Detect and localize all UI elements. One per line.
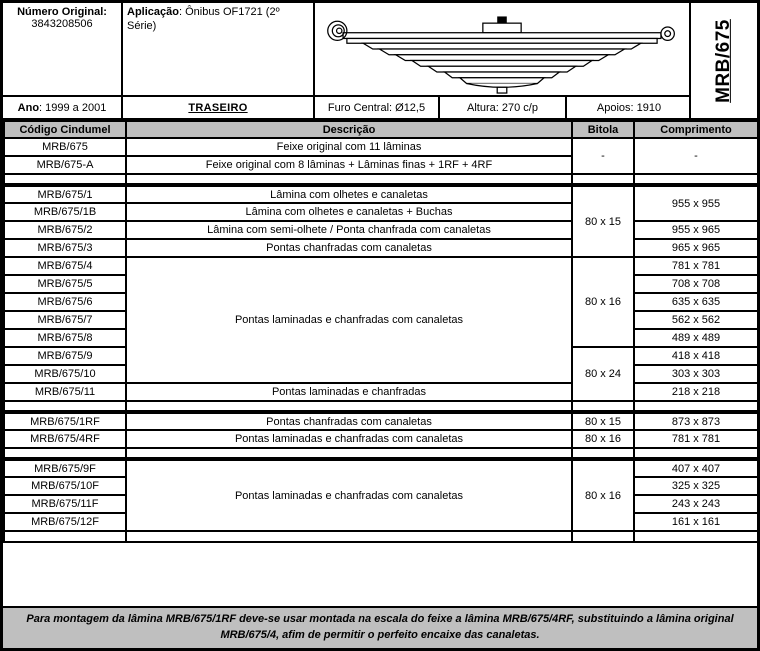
- table-row: [4, 257, 758, 275]
- column-header-comprimento: Comprimento: [634, 121, 758, 138]
- part-code: MRB/675/1RF: [4, 412, 126, 430]
- drawing-cell: [315, 3, 691, 97]
- table-row: [4, 459, 758, 477]
- column-header-descricao: Descrição: [126, 121, 572, 138]
- part-comprimento: 562 x 562: [634, 311, 758, 329]
- part-code: MRB/675/5: [4, 275, 126, 293]
- part-comprimento: 708 x 708: [634, 275, 758, 293]
- table-row-empty: [4, 531, 758, 542]
- part-description: Pontas laminadas e chanfradas com canaletas: [126, 430, 572, 448]
- part-comprimento: 407 x 407: [634, 459, 758, 477]
- part-description: Pontas laminadas e chanfradas: [126, 383, 572, 401]
- part-code: MRB/675/10F: [4, 477, 126, 495]
- table-row: [4, 185, 758, 203]
- part-code: MRB/675/9: [4, 347, 126, 365]
- ano-value: : 1999 a 2001: [39, 101, 107, 114]
- part-comprimento: 955 x 955: [634, 185, 758, 221]
- numero-original-value: 3843208506: [31, 18, 93, 30]
- part-description: Lâmina com olhetes e canaletas + Buchas: [126, 203, 572, 221]
- leaf-spring-icon: [316, 4, 688, 94]
- part-bitola: 80 x 15: [572, 412, 634, 430]
- table-row-empty: [4, 174, 758, 185]
- part-code: MRB/675/9F: [4, 459, 126, 477]
- part-code: MRB/675/4RF: [4, 430, 126, 448]
- part-bitola: 80 x 15: [572, 185, 634, 257]
- ano-cell: [3, 97, 123, 118]
- part-code: MRB/675/3: [4, 239, 126, 257]
- part-comprimento: 161 x 161: [634, 513, 758, 531]
- part-comprimento: 418 x 418: [634, 347, 758, 365]
- part-description: Pontas chanfradas com canaletas: [126, 412, 572, 430]
- column-header-bitola: Bitola: [572, 121, 634, 138]
- apoios-value: Apoios: 1910: [596, 101, 662, 114]
- part-description: Feixe original com 8 lâminas + Lâminas finas + 1RF + 4RF: [126, 156, 572, 174]
- part-code: MRB/675/7: [4, 311, 126, 329]
- part-bitola: 80 x 16: [572, 430, 634, 448]
- altura-value: Altura: 270 c/p: [440, 97, 567, 118]
- part-description: Lâmina com semi-olhete / Ponta chanfrada com canaletas: [126, 221, 572, 239]
- aplicacao-value: : Ônibus OF1721 (2º Série): [127, 6, 280, 32]
- parts-table: [3, 120, 759, 543]
- aplicacao-label: Aplicação: [127, 6, 179, 18]
- table-row-empty: [4, 401, 758, 412]
- model-code-cell: [691, 3, 757, 118]
- part-comprimento: 635 x 635: [634, 293, 758, 311]
- part-description: Pontas chanfradas com canaletas: [126, 239, 572, 257]
- part-code: MRB/675/1B: [4, 203, 126, 221]
- part-code: MRB/675/6: [4, 293, 126, 311]
- footer-note-text: Para montagem da lâmina MRB/675/1RF deve-se usar montada na escala do feixe a lâmina MRB/675/4RF, substituindo a lâmina original MRB/675/4, afim de permitir o perfeito encaixe das canaletas.: [26, 613, 734, 642]
- part-code: MRB/675/4: [4, 257, 126, 275]
- part-bitola: -: [572, 138, 634, 174]
- part-description: Lâmina com olhetes e canaletas: [126, 185, 572, 203]
- part-code: MRB/675/11: [4, 383, 126, 401]
- table-row: [4, 221, 758, 239]
- column-header-codigo: Código Cindumel: [4, 121, 126, 138]
- part-description: Feixe original com 11 lâminas: [126, 138, 572, 156]
- part-code: MRB/675/11F: [4, 495, 126, 513]
- part-comprimento: 781 x 781: [634, 257, 758, 275]
- numero-original-label: Número Original:: [17, 6, 107, 18]
- part-bitola: 80 x 16: [572, 459, 634, 531]
- part-comprimento: 489 x 489: [634, 329, 758, 347]
- part-bitola: 80 x 16: [572, 257, 634, 347]
- numero-original-cell: [3, 3, 123, 97]
- part-comprimento: 243 x 243: [634, 495, 758, 513]
- part-code: MRB/675: [4, 138, 126, 156]
- part-code: MRB/675/10: [4, 365, 126, 383]
- table-row: [4, 383, 758, 401]
- part-bitola: 80 x 24: [572, 347, 634, 401]
- ano-label: Ano: [17, 101, 40, 114]
- part-code: MRB/675/8: [4, 329, 126, 347]
- part-comprimento: 955 x 965: [634, 221, 758, 239]
- table-header-row: [4, 121, 758, 138]
- footer-note: [3, 606, 757, 648]
- part-comprimento: 303 x 303: [634, 365, 758, 383]
- aplicacao-cell: [123, 3, 315, 97]
- parts-table-body: [4, 138, 758, 542]
- part-comprimento: 965 x 965: [634, 239, 758, 257]
- part-description: Pontas laminadas e chanfradas com canaletas: [126, 459, 572, 531]
- posicao-cell: [123, 97, 315, 118]
- specs-strip: [315, 97, 691, 118]
- part-code: MRB/675/1: [4, 185, 126, 203]
- part-code: MRB/675/2: [4, 221, 126, 239]
- part-comprimento: 781 x 781: [634, 430, 758, 448]
- table-row: [4, 412, 758, 430]
- table-row: [4, 138, 758, 156]
- furo-central-value: Furo Central: Ø12,5: [315, 97, 440, 118]
- header-block: [3, 3, 757, 120]
- part-description: Pontas laminadas e chanfradas com canaletas: [126, 257, 572, 383]
- table-row: [4, 239, 758, 257]
- part-comprimento: -: [634, 138, 758, 174]
- part-comprimento: 218 x 218: [634, 383, 758, 401]
- part-comprimento: 325 x 325: [634, 477, 758, 495]
- table-row-empty: [4, 448, 758, 459]
- table-row: [4, 430, 758, 448]
- part-code: MRB/675/12F: [4, 513, 126, 531]
- part-code: MRB/675-A: [4, 156, 126, 174]
- model-code-label: MRB/675: [713, 18, 734, 103]
- posicao-value: TRASEIRO: [188, 101, 248, 114]
- part-comprimento: 873 x 873: [634, 412, 758, 430]
